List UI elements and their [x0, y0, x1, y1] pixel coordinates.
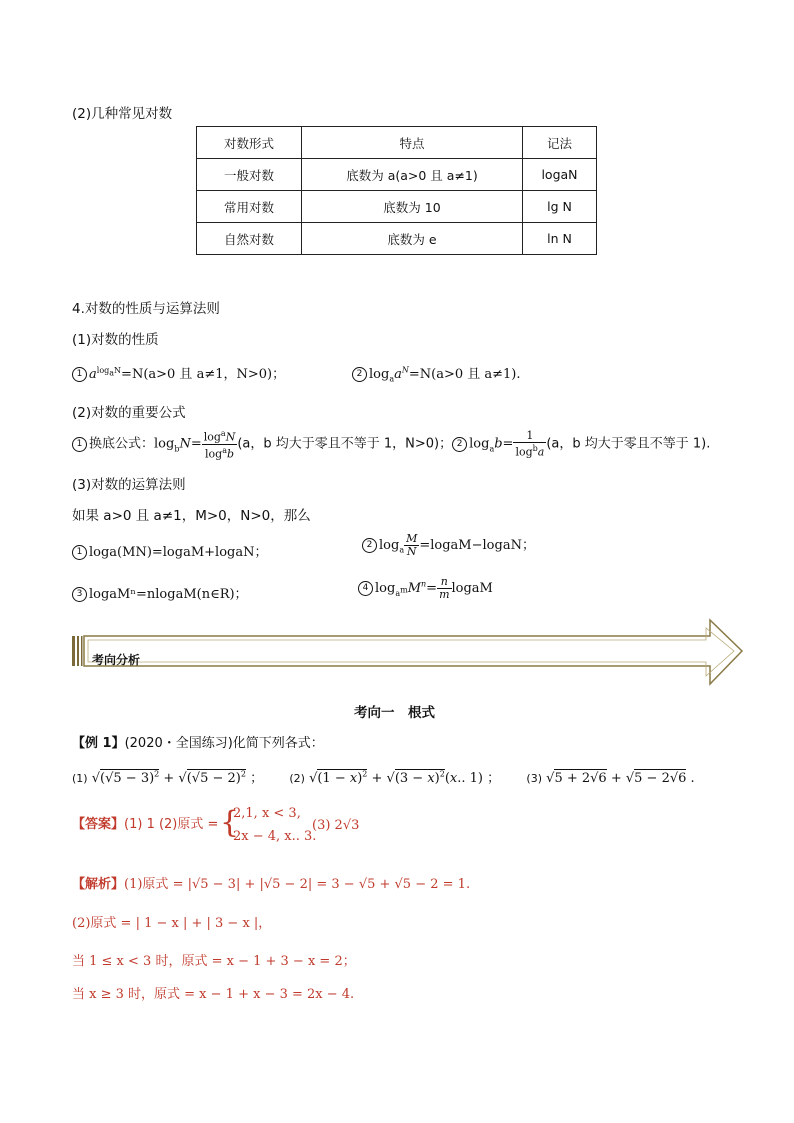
property-2-text: =N(a>0 且 a≠1).	[408, 367, 521, 382]
analysis-line-2: (2)原式 = | 1 − x | + | 3 − x |，	[72, 916, 272, 931]
formula-change-of-base: 1 换底公式：$\log_bN=$ $\frac{\log^aN}{\log^ab}$ (a，b 均大于零且不等于 1，N>0)； 2 $\log_ab=$ $\frac{1}{\log^ba}$ (a，b 均大于零且不等于 1).	[72, 428, 710, 460]
table-row	[197, 159, 597, 191]
answer-line	[72, 813, 218, 832]
rule-1-text: loga(MN)=logaM+logaN；	[89, 545, 268, 560]
formula-change-cond: (a，b 均大于零且不等于 1，N>0)；	[237, 436, 453, 452]
subsection-formulas: (2)对数的重要公式	[72, 405, 186, 421]
example-1	[72, 732, 324, 751]
circled-1-icon: 1	[72, 437, 87, 452]
section-common-title: (2)几种常见对数	[72, 106, 173, 122]
analysis-1: (1)原式 = |√5 − 3| + |√5 − 2| = 3 − √5 + √5 − 2 = 1.	[124, 877, 471, 892]
table-row	[197, 191, 597, 223]
formula-2-cond: (a，b 均大于零且不等于 1).	[546, 436, 711, 452]
property-1-text: =N(a>0 且 a≠1，N>0)；	[121, 367, 286, 382]
answer-case-2: 2x − 4, x.. 3.	[233, 829, 317, 844]
property-1: 1 $a^{log_aN}=N(a>0$ 且 a≠1，N>0)；	[72, 363, 285, 382]
table-cell: logaN	[523, 159, 597, 191]
circled-3-icon: 3	[72, 587, 87, 602]
table-cell: 常用对数	[197, 191, 302, 223]
analysis-line-3: 当 1 ≤ x < 3 时，原式 = x − 1 + 3 − x = 2；	[72, 954, 356, 969]
table-row	[197, 223, 597, 255]
section-banner-arrow	[70, 618, 746, 686]
table-cell: ln N	[523, 223, 597, 255]
table-header: 特点	[302, 127, 523, 159]
brace-icon: {	[220, 805, 240, 840]
property-2: 2 $\log_aa^N=N(a>0$ 且 a≠1).	[352, 363, 521, 384]
circled-4-icon: 4	[358, 581, 373, 596]
analysis-line-4: 当 x ≥ 3 时，原式 = x − 1 + x − 3 = 2x − 4.	[72, 987, 355, 1002]
section-heading: 考向一 根式	[354, 705, 435, 721]
table-cell: 底数为 a(a>0 且 a≠1)	[302, 159, 523, 191]
analysis-label: 【解析】	[72, 877, 125, 892]
banner-label	[92, 651, 140, 659]
table-cell: 自然对数	[197, 223, 302, 255]
circled-2-icon: 2	[352, 367, 367, 382]
section4-title: 4.对数的性质与运算法则	[72, 301, 220, 317]
answer-case-1: 2,1, x < 3,	[233, 806, 301, 821]
answer-3: (3) 2√3	[312, 818, 360, 833]
reciprocal-fraction: $\frac{1}{\log^ba}$	[515, 428, 545, 459]
answer-text: (1) 1 (2)原式 =	[124, 817, 219, 832]
example-text: (2020・全国练习)化简下列各式：	[124, 736, 324, 751]
change-base-fraction: $\frac{\log^aN}{\log^ab}$	[203, 429, 236, 461]
table-header-row	[197, 127, 597, 159]
rule-4: 4 $\log_{a^m}M^n=$ $\frac{n}{m}$ logaM	[358, 576, 493, 601]
table-header: 记法	[523, 127, 597, 159]
circled-1-icon: 1	[72, 545, 87, 560]
table-header: 对数形式	[197, 127, 302, 159]
n-over-m-fraction: $\frac{n}{m}$	[439, 575, 450, 601]
rule-2: 2 $\log_a$ $\frac{M}{N}$ =logaM−logaN；	[362, 533, 535, 558]
circled-2-icon: 2	[452, 437, 467, 452]
analysis-line-1	[72, 873, 470, 892]
rule-1	[72, 541, 267, 560]
table-cell: lg N	[523, 191, 597, 223]
rule-3	[72, 583, 248, 602]
log-types-table	[196, 126, 597, 255]
rule-2-text: =logaM−logaN；	[419, 538, 535, 553]
table-cell: 一般对数	[197, 159, 302, 191]
subsection-rules: (3)对数的运算法则	[72, 477, 186, 493]
circled-1-icon: 1	[72, 367, 87, 382]
table-cell: 底数为 e	[302, 223, 523, 255]
rule-intro: 如果 a>0 且 a≠1，M>0，N>0，那么	[72, 508, 311, 524]
formula-change-label: 换底公式：	[89, 436, 155, 452]
circled-2-icon: 2	[362, 538, 377, 553]
rule-3-text: logaMⁿ=nlogaM(n∈R)；	[89, 587, 248, 602]
table-cell: 底数为 10	[302, 191, 523, 223]
example-label: 【例 1】	[72, 736, 125, 751]
answer-label: 【答案】	[72, 817, 125, 832]
subsection-properties: (1)对数的性质	[72, 332, 159, 348]
example-expressions: (1) $√(√5 - 3)^2 + √(√5 - 2)^2$ ； (2) $√(1 - x)^2 + √(3 - x)^2(x$.. 1) ； (3) √5 + 2√6 + √5 − 2√6 .	[72, 769, 695, 786]
rule-4-text: logaM	[451, 581, 493, 596]
m-over-n-fraction: $\frac{M}{N}$	[406, 532, 418, 558]
